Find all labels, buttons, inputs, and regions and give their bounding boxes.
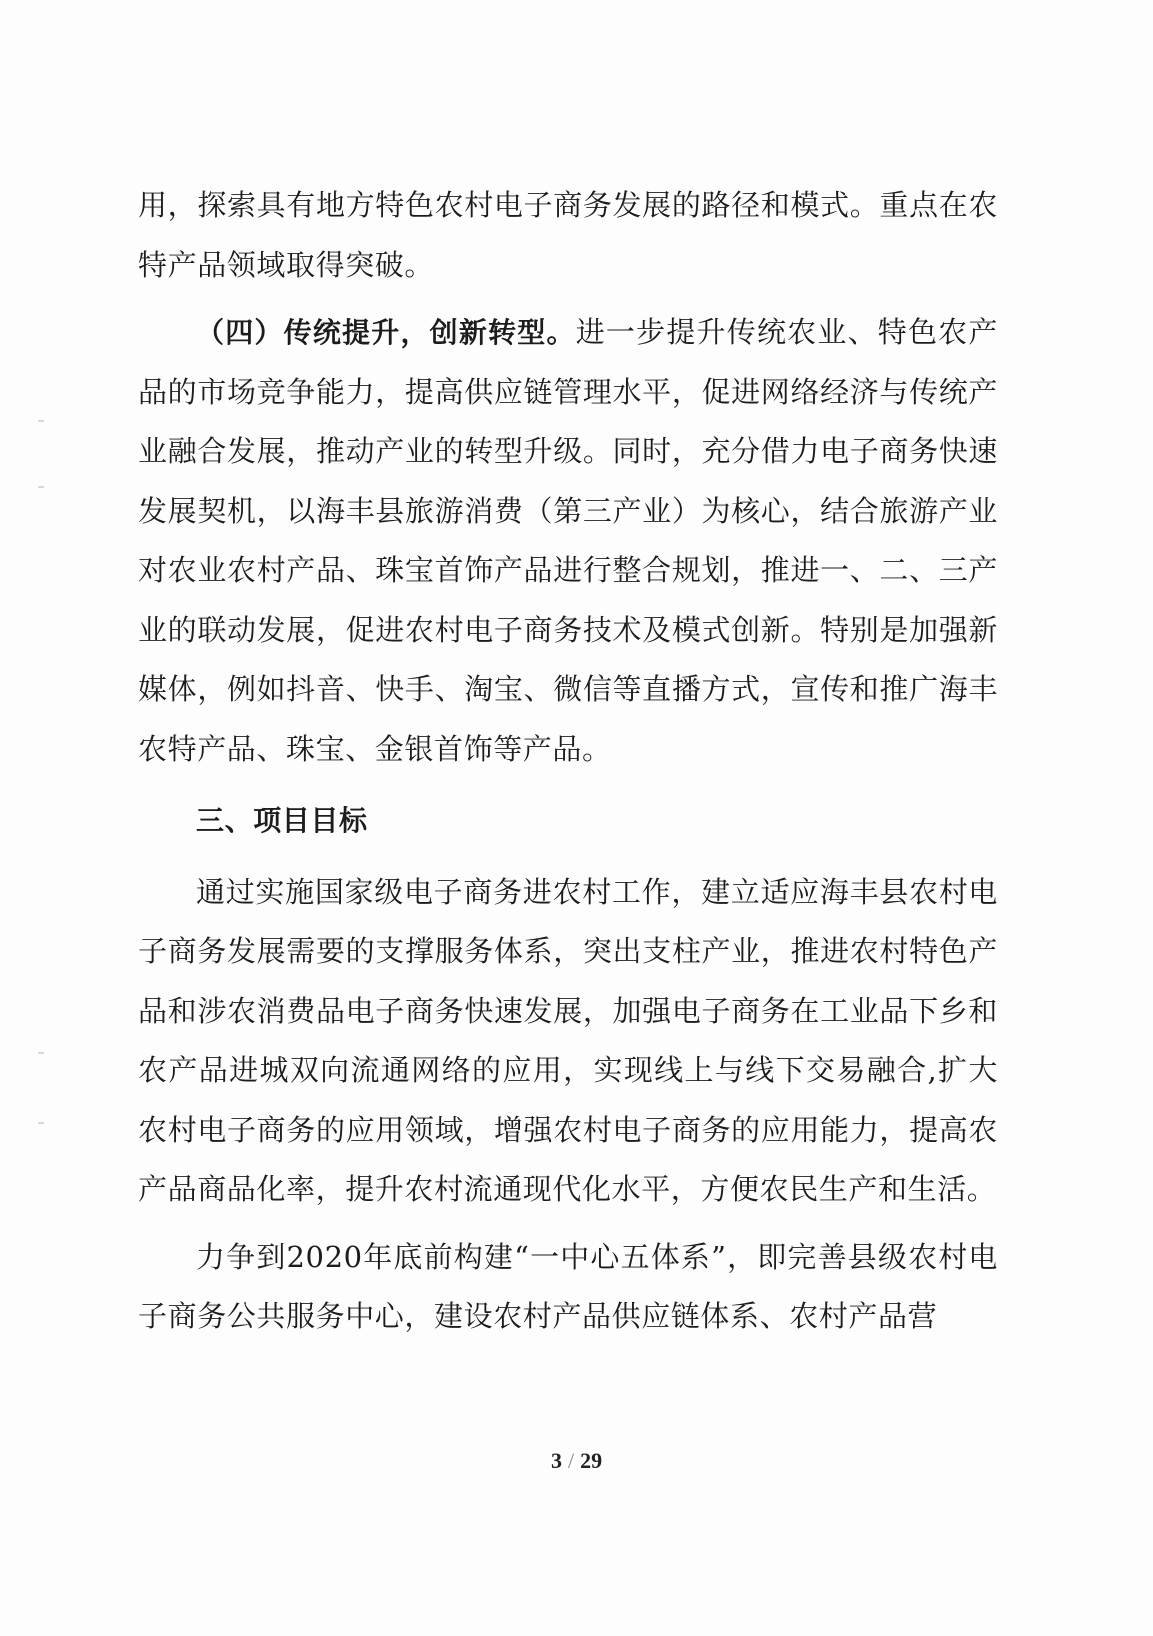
paragraph-target-2020: 力争到2020年底前构建“一中心五体系”，即完善县级农村电子商务公共服务中心，建设农村产品供应链体系、农村产品营: [138, 1239, 998, 1333]
section-lead-four: （四）传统提升，创新转型。: [196, 316, 576, 349]
scan-mark: [38, 420, 44, 422]
total-pages: 29: [580, 1448, 603, 1473]
paragraph-goals: 通过实施国家级电子商务进农村工作，建立适应海丰县农村电子商务发展需要的支撑服务体系，突出支柱产业，推进农村特色产品和涉农消费品电子商务快速发展，加强电子商务在工业品下乡和农产品进城双向流通网络的应用，实现线上与线下交易融合,扩大农村电子商务的应用领域，增强农村电子商务的应用能力，提高农产品商品化率，提升农村流通现代化水平，方便农民生产和生活。: [138, 874, 998, 1206]
section-heading-project-goals: 三、项目目标: [196, 804, 368, 837]
scan-mark: [38, 1122, 44, 1124]
paragraph-body: 进一步提升传统农业、特色农产品的市场竞争能力，提高供应链管理水平，促进网络经济与传统产业融合发展，推动产业的转型升级。同时，充分借力电子商务快速发展契机，以海丰县旅游消费（第三产业）为核心，结合旅游产业对农业农村产品、珠宝首饰产品进行整合规划，推进一、二、三产业的联动发展，促进农村电子商务技术及模式创新。特别是加强新媒体，例如抖音、快手、淘宝、微信等直播方式，宣传和推广海丰农特产品、珠宝、金银首饰等产品。: [138, 315, 998, 766]
page-separator: /: [567, 1448, 575, 1473]
current-page: 3: [550, 1448, 562, 1473]
paragraph-continued: 用，探索具有地方特色农村电子商务发展的路径和模式。重点在农特产品领域取得突破。: [138, 188, 998, 282]
page-number: [0, 1448, 1153, 1474]
scan-mark: [38, 1052, 44, 1054]
paragraph-traditional-upgrade: [138, 303, 998, 779]
scan-mark: [38, 486, 44, 488]
document-body: [138, 176, 998, 1347]
